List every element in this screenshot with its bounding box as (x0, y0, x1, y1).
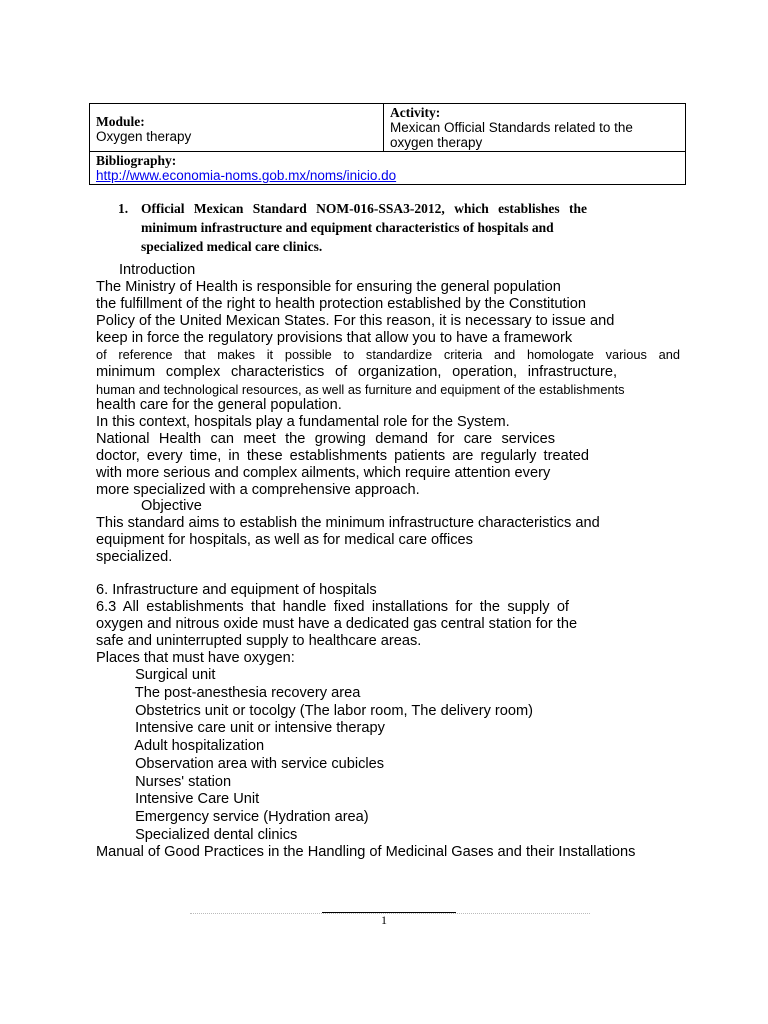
list-item (119, 720, 385, 737)
list-item-label: The post-anesthesia recovery area (134, 685, 361, 701)
intro-line: more specialized with a comprehensive approach. (96, 482, 420, 498)
list-item (119, 809, 369, 826)
activity-cell (384, 104, 686, 152)
list-item-label: Specialized dental clinics (135, 827, 298, 843)
section-title-line-3: specialized medical care clinics. (141, 239, 323, 254)
intro-line: In this context, hospitals play a fundamental role for the System. (96, 414, 510, 430)
section-6-line: safe and uninterrupted supply to healthcare areas. (96, 633, 422, 649)
intro-line: of reference that makes it possible to standardize criteria and homologate various and (96, 347, 680, 362)
objective-heading: Objective (141, 498, 202, 514)
section-6-heading: 6. Infrastructure and equipment of hospitals (96, 582, 377, 598)
list-item-label: Emergency service (Hydration area) (135, 809, 369, 825)
page-number: 1 (381, 913, 387, 927)
list-item (119, 667, 215, 684)
intro-line: The Ministry of Health is responsible for ensuring the general population (96, 279, 561, 295)
list-item-label: Intensive Care Unit (135, 791, 260, 807)
intro-line: the fulfillment of the right to health protection established by the Constitution (96, 296, 586, 312)
module-cell (90, 104, 384, 152)
intro-line: keep in force the regulatory provisions that allow you to have a framework (96, 330, 573, 346)
list-item-label: Surgical unit (135, 667, 216, 683)
list-item-label: Nurses' station (135, 774, 232, 790)
introduction-heading: Introduction (119, 262, 196, 278)
header-table (89, 103, 686, 185)
list-item-label: Obstetrics unit or tocolgy (The labor room, The delivery room) (135, 703, 534, 719)
activity-value-line-1: Mexican Official Standards related to the (390, 120, 633, 135)
section-number: 1. (118, 201, 129, 216)
list-item-label: Intensive care unit or intensive therapy (135, 720, 385, 736)
intro-line: National Health can meet the growing demand for care services (96, 431, 555, 447)
list-item (119, 774, 231, 791)
section-title-line-1: Official Mexican Standard NOM-016-SSA3-2012, which establishes the (141, 201, 587, 216)
section-title-line-2: minimum infrastructure and equipment characteristics of hospitals and (141, 220, 554, 235)
closing-line: Manual of Good Practices in the Handling of Medicinal Gases and their Installations (96, 844, 636, 860)
intro-line: minimum complex characteristics of organization, operation, infrastructure, (96, 364, 617, 380)
objective-line: specialized. (96, 549, 173, 565)
intro-line: health care for the general population. (96, 397, 342, 413)
intro-line: human and technological resources, as well as furniture and equipment of the establishments (96, 382, 625, 397)
list-item (119, 827, 297, 844)
list-item (119, 703, 533, 720)
list-item-label: Adult hospitalization (134, 738, 265, 754)
list-item (119, 738, 264, 755)
bibliography-label: Bibliography: (96, 153, 177, 168)
objective-line: equipment for hospitals, as well as for medical care offices (96, 532, 473, 548)
activity-label: Activity: (390, 105, 441, 120)
module-value: Oxygen therapy (96, 129, 192, 144)
bibliography-row (90, 152, 686, 185)
intro-line: with more serious and complex ailments, which require attention every (96, 465, 551, 481)
header-row (90, 104, 686, 152)
section-6-line: 6.3 All establishments that handle fixed installations for the supply of (96, 599, 569, 615)
intro-line: doctor, every time, in these establishments patients are regularly treated (96, 448, 589, 464)
section-6-line: oxygen and nitrous oxide must have a dedicated gas central station for the (96, 616, 578, 632)
bibliography-cell (90, 152, 686, 185)
places-heading: Places that must have oxygen: (96, 650, 295, 666)
objective-line: This standard aims to establish the minimum infrastructure characteristics and (96, 515, 600, 531)
list-item (119, 791, 259, 808)
list-item-label: Observation area with service cubicles (135, 756, 385, 772)
intro-line: Policy of the United Mexican States. For this reason, it is necessary to issue and (96, 313, 615, 329)
section-title (118, 199, 598, 256)
list-item (119, 685, 360, 702)
bibliography-link[interactable]: http://www.economia-noms.gob.mx/noms/inicio.do (96, 168, 397, 183)
list-item (119, 756, 384, 773)
activity-value-line-2: oxygen therapy (390, 135, 483, 150)
module-label: Module: (96, 114, 145, 129)
